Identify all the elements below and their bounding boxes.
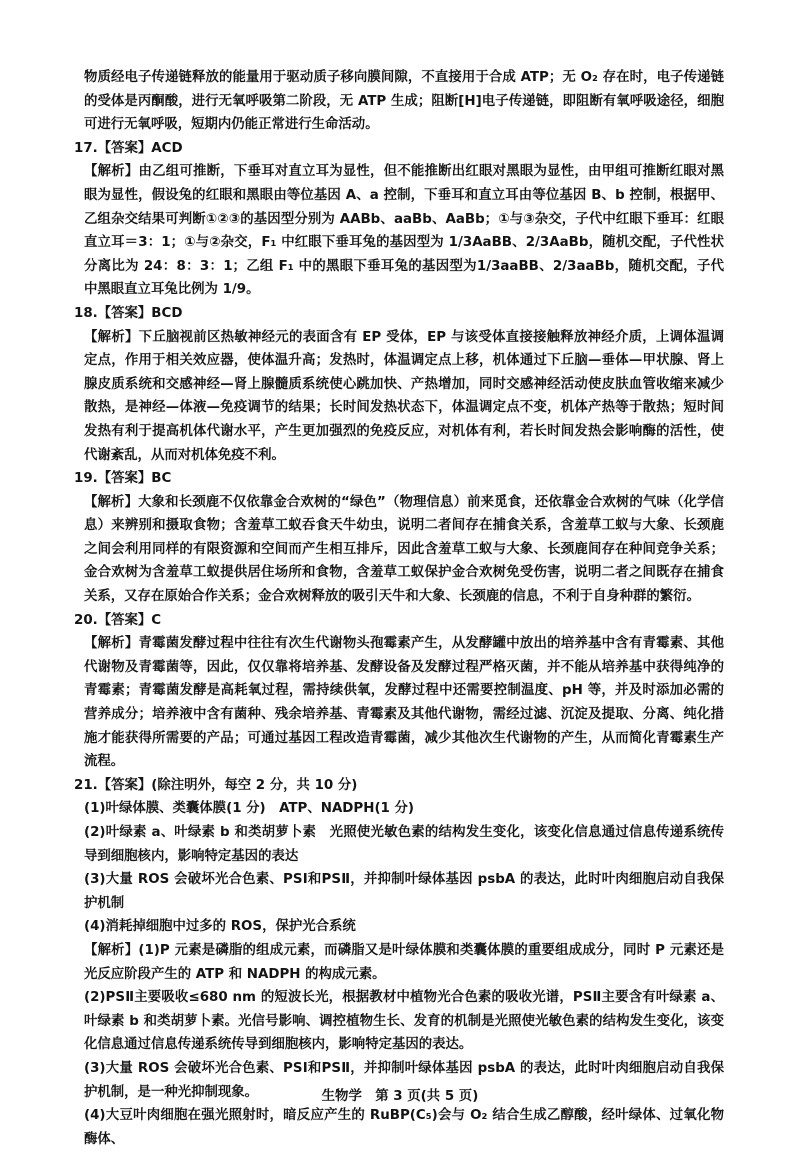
q20-header: 20.【答案】C (74, 612, 162, 628)
q21-explanation-3: (3)大量 ROS 会破坏光合色素、PSⅠ和PSⅡ，并抑制叶绿体基因 psbA 的表达，此时叶肉细胞启动自我保护机制，是一种光抑制现象。 (84, 1060, 724, 1100)
q18-header: 18.【答案】BCD (74, 305, 183, 321)
page-footer: 生物学 第 3 页(共 5 页) (321, 1089, 479, 1104)
q19-header: 19.【答案】BC (74, 471, 172, 487)
q21-explanation-2: (2)PSⅡ主要吸收≤680 nm 的短波长光，根据教材中植物光合色素的吸收光谱，PSⅡ主要含有叶绿素 a、叶绿素 b 和类胡萝卜素。光信号影响、调控植物生长、发育的机制是光照使光敏色素的结构发生变化，该变化信息通过信息传递系统传导到细胞核内，影响特定基因的表达。 (84, 990, 724, 1053)
page-content (74, 66, 724, 1151)
q20-explanation: 【解析】青霉菌发酵过程中往往有次生代谢物头孢霉素产生，从发酵罐中放出的培养基中含有青霉素、其他代谢物及青霉菌等，因此，仅仅靠将培养基、发酵设备及发酵过程严格灭菌，并不能从培养基中获得纯净的青霉素；青霉菌发酵是高耗氧过程，需持续供氧，发酵过程中还需要控制温度、pH 等，并及时添加必需的营养成分；培养液中含有菌种、残余培养基、青霉素及其他代谢物，需经过滤、沉淀及提取、分离、纯化措施才能获得所需要的产品；可通过基因工程改造青霉菌，减少其他次生代谢物的产生，从而简化青霉素生产流程。 (84, 636, 724, 770)
q21-header: 21.【答案】(除注明外，每空 2 分，共 10 分) (74, 777, 358, 793)
q21-explanation-4: (4)大豆叶肉细胞在强光照射时，暗反应产生的 RuBP(C₅)会与 O₂ 结合生成乙醇酸，经叶绿体、过氧化物酶体、 (84, 1108, 724, 1147)
q21-answer-4: (4)消耗掉细胞中过多的 ROS，保护光合系统 (84, 919, 356, 935)
q21-answer-1: (1)叶绿体膜、类囊体膜(1 分) ATP、NADPH(1 分) (84, 801, 415, 817)
intro-paragraph: 物质经电子传递链释放的能量用于驱动质子移向膜间隙，不直接用于合成 ATP；无 O₂ 存在时，电子传递链的受体是丙酮酸，进行无氧呼吸第二阶段，无 ATP 生成；阻断[H]电子传递链，即阻断有氧呼吸途径，细胞可进行无氧呼吸，短期内仍能正常进行生命活动。 (84, 70, 724, 133)
q21-explanation-1: 【解析】(1)P 元素是磷脂的组成元素，而磷脂又是叶绿体膜和类囊体膜的重要组成成分，同时 P 元素还是光反应阶段产生的 ATP 和 NADPH 的构成元素。 (84, 942, 724, 982)
q21-answer-2: (2)叶绿素 a、叶绿素 b 和类胡萝卜素 光照使光敏色素的结构发生变化，该变化信息通过信息传递系统传导到细胞核内，影响特定基因的表达 (84, 825, 724, 864)
q18-explanation: 【解析】下丘脑视前区热敏神经元的表面含有 EP 受体，EP 与该受体直接接触释放神经介质，上调体温调定点，作用于相关效应器，使体温升高；发热时，体温调定点上移，机体通过下丘脑—垂体—甲状腺、肾上腺皮质系统和交感神经—肾上腺髓质系统使心跳加快、产热增加，同时交感神经活动使皮肤血管收缩来减少散热，是神经—体液—免疫调节的结果；长时间发热状态下，体温调定点不变，机体产热等于散热；短时间发热有利于提高机体代谢水平，产生更加强烈的免疫反应，对机体有利，若长时间发热会影响酶的活性，使代谢紊乱，从而对机体免疫不利。 (84, 329, 724, 463)
q19-explanation: 【解析】大象和长颈鹿不仅依靠金合欢树的“绿色”（物理信息）前来觅食，还依靠金合欢树的气味（化学信息）来辨别和摄取食物；含羞草工蚁吞食天牛幼虫，说明二者间存在捕食关系，含羞草工蚁与大象、长颈鹿之间会利用同样的有限资源和空间而产生相互排斥，因此含羞草工蚁与大象、长颈鹿间存在种间竞争关系；金合欢树为含羞草工蚁提供居住场所和食物，含羞草工蚁保护金合欢树免受伤害，说明二者之间既存在捕食关系，又存在原始合作关系；金合欢树释放的吸引天牛和大象、长颈鹿的信息，不利于自身种群的繁衍。 (84, 494, 724, 605)
q17-header: 17.【答案】ACD (74, 140, 183, 156)
q21-answer-3: (3)大量 ROS 会破坏光合色素、PSⅠ和PSⅡ，并抑制叶绿体基因 psbA 的表达，此时叶肉细胞启动自我保护机制 (84, 872, 724, 911)
q17-explanation: 【解析】由乙组可推断，下垂耳对直立耳为显性，但不能推断出红眼对黑眼为显性，由甲组可推断红眼对黑眼为显性，假设兔的红眼和黑眼由等位基因 A、a 控制，下垂耳和直立耳由等位基因 B、b 控制，根据甲、乙组杂交结果可判断①②③的基因型分别为 AABb、aaBb、AaBb；①与③杂交，子代中红眼下垂耳：红眼直立耳＝3：1；①与②杂交，F₁ 中红眼下垂耳兔的基因型为 1/3AaBB、2/3AaBb，随机交配，子代性状分离比为 24：8：3：1；乙组 F₁ 中的黑眼下垂耳兔的基因型为1/3aaBB、2/3aaBb，随机交配，子代中黑眼直立耳兔比例为 1/9。 (84, 164, 724, 298)
